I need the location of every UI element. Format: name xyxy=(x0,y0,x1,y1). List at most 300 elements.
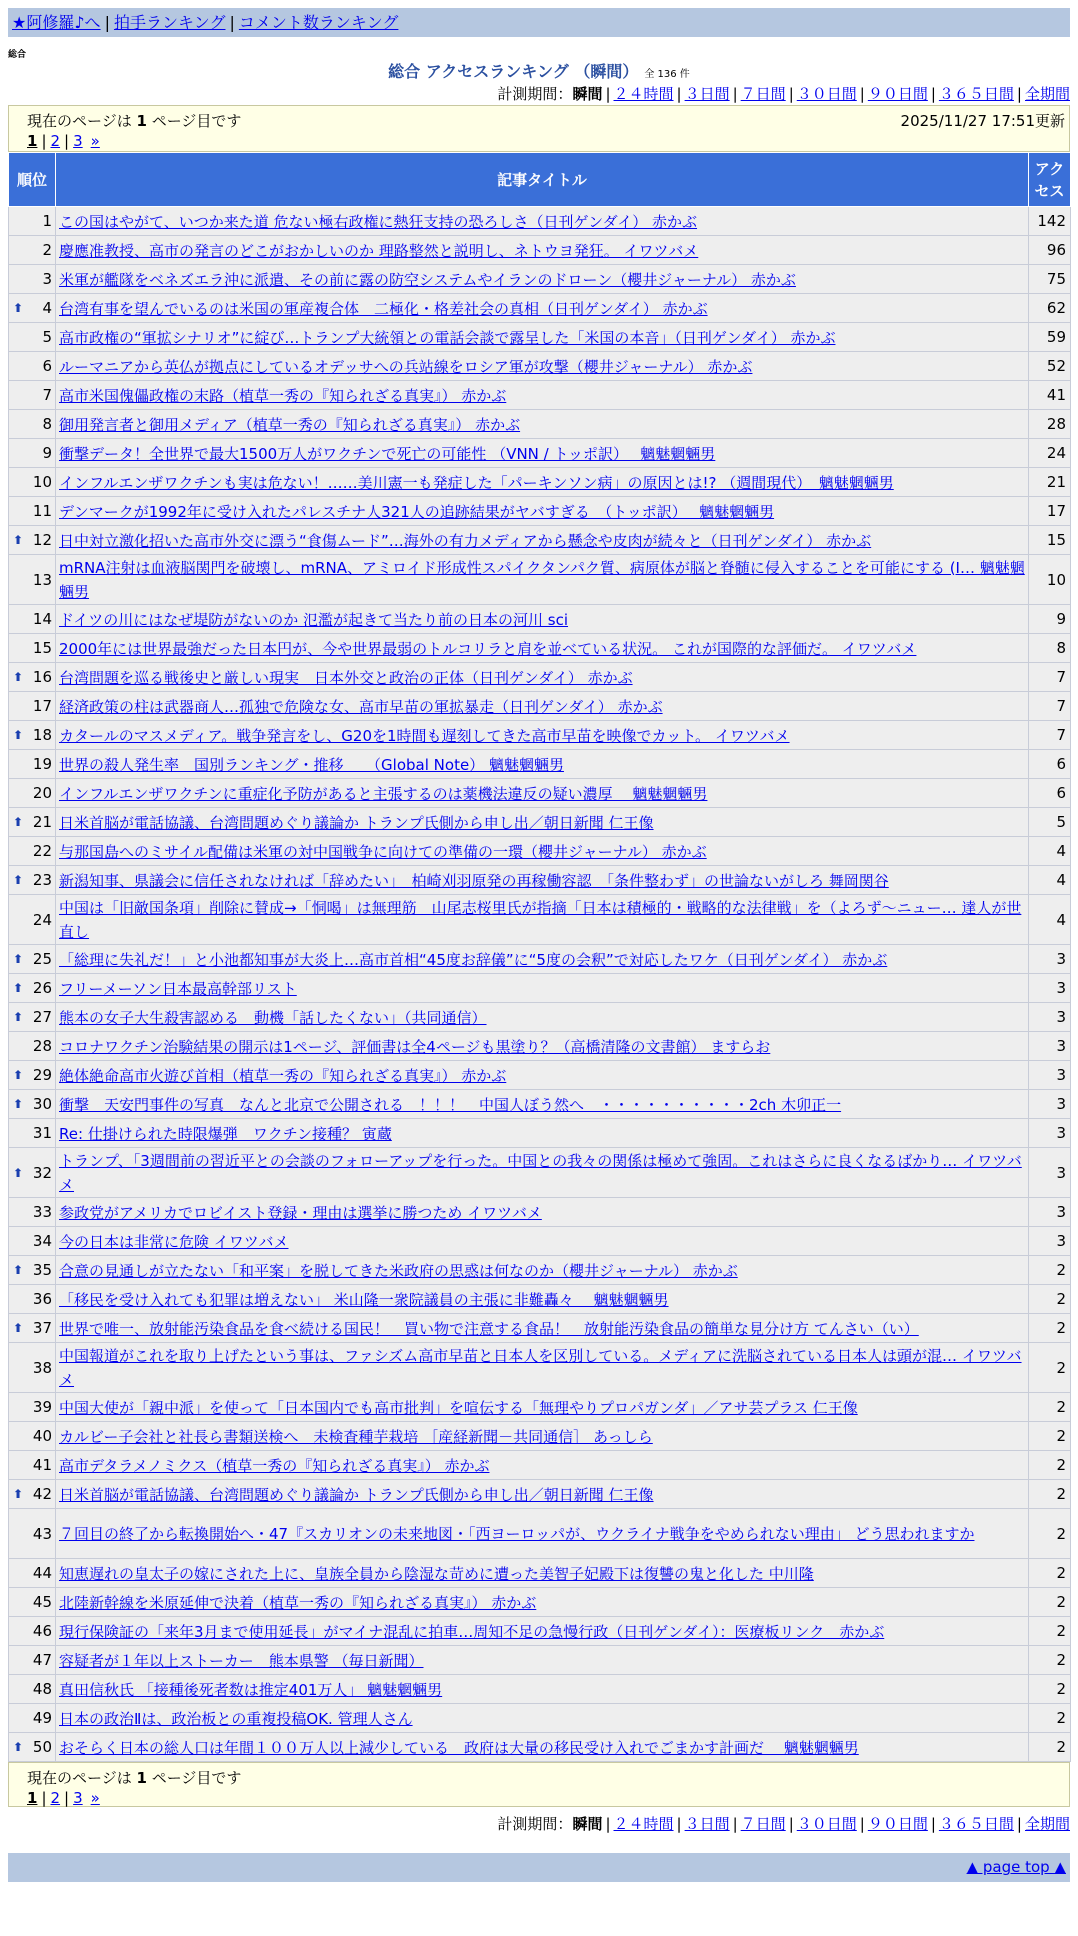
period-separator: | xyxy=(605,1815,611,1833)
access-count: 7 xyxy=(1029,663,1071,692)
title-cell xyxy=(56,866,1029,895)
article-link[interactable]: 台湾問題を巡る戦後史と厳しい現実 日本外交と政治の正体（日刊ゲンダイ） 赤かぶ xyxy=(59,668,633,687)
access-count: 142 xyxy=(1029,207,1071,236)
rank-cell xyxy=(9,1343,56,1393)
table-row xyxy=(9,381,1071,410)
rank-cell xyxy=(9,265,56,294)
table-row xyxy=(9,1451,1071,1480)
access-count: 4 xyxy=(1029,866,1071,895)
table-row xyxy=(9,1314,1071,1343)
up-arrow-icon: ⬆ xyxy=(13,1068,24,1082)
current-page-post: ページ目です xyxy=(146,112,242,130)
rank-number: 46 xyxy=(32,1622,52,1640)
rank-cell xyxy=(9,808,56,837)
rank-cell xyxy=(9,1704,56,1733)
title-cell xyxy=(56,1393,1029,1422)
access-count: 2 xyxy=(1029,1343,1071,1393)
article-link[interactable]: 米軍が艦隊をベネズエラ沖に派遣、その前に露の防空システムやイランのドローン（櫻井ジャーナル） 赤かぶ xyxy=(59,270,796,289)
rank-number: 38 xyxy=(32,1358,52,1377)
table-row xyxy=(9,837,1071,866)
rank-cell xyxy=(9,895,56,945)
title-cell xyxy=(56,236,1029,265)
rank-number: 6 xyxy=(42,357,52,375)
article-link[interactable]: 衝撃 天安門事件の写真 なんと北京で公開される ！！！ 中国人ぼう然へ ・・・・・・・・・・2ch 木卯正一 xyxy=(59,1095,842,1114)
table-row xyxy=(9,779,1071,808)
rank-number: 31 xyxy=(32,1124,52,1142)
period-link[interactable]: ３０日間 xyxy=(796,85,857,103)
rank-cell xyxy=(9,1480,56,1509)
home-link[interactable]: ★阿修羅♪へ xyxy=(12,13,101,32)
access-count: 2 xyxy=(1029,1704,1071,1733)
access-count: 7 xyxy=(1029,692,1071,721)
ranking-title: 総合 アクセスランキング （瞬間） xyxy=(388,62,639,81)
access-count: 41 xyxy=(1029,381,1071,410)
table-row xyxy=(9,1003,1071,1032)
table-row xyxy=(9,1148,1071,1198)
access-count: 62 xyxy=(1029,294,1071,323)
access-count: 2 xyxy=(1029,1675,1071,1704)
table-row xyxy=(9,1733,1071,1762)
table-row xyxy=(9,750,1071,779)
period-current: 瞬間 xyxy=(572,1815,603,1833)
article-link[interactable]: 容疑者が１年以上ストーカー 熊本県警 （毎日新聞） xyxy=(59,1651,424,1670)
page-current: 1 xyxy=(27,132,38,150)
access-count: 7 xyxy=(1029,721,1071,750)
rank-number: 8 xyxy=(42,415,52,433)
rank-number: 29 xyxy=(32,1066,52,1084)
rank-number: 43 xyxy=(32,1524,52,1543)
access-count: 75 xyxy=(1029,265,1071,294)
article-link[interactable]: 日中対立激化招いた高市外交に漂う“食傷ムード”…海外の有力メディアから懸念や皮肉が続々と（日刊ゲンダイ） 赤かぶ xyxy=(59,531,872,550)
period-link[interactable]: ３６５日間 xyxy=(938,85,1014,103)
article-link[interactable]: 与那国島へのミサイル配備は米軍の対中国戦争に向けての準備の一環（櫻井ジャーナル） 赤かぶ xyxy=(59,842,707,861)
rank-number: 28 xyxy=(32,1037,52,1055)
period-link[interactable]: ９０日間 xyxy=(867,1815,928,1833)
table-row xyxy=(9,663,1071,692)
title-cell xyxy=(56,1646,1029,1675)
period-link[interactable]: ３６５日間 xyxy=(938,1815,1014,1833)
rank-number: 42 xyxy=(32,1485,52,1503)
up-arrow-icon: ⬆ xyxy=(13,1321,24,1335)
rank-cell xyxy=(9,1227,56,1256)
period-link[interactable]: ３日間 xyxy=(684,85,730,103)
article-link[interactable]: 世界の殺人発生率 国別ランキング・推移 （Global Note） 魑魅魍魎男 xyxy=(59,755,564,774)
title-cell xyxy=(56,945,1029,974)
rank-number: 47 xyxy=(32,1651,52,1669)
access-count: 8 xyxy=(1029,634,1071,663)
page-links xyxy=(27,132,100,150)
table-row xyxy=(9,1198,1071,1227)
access-column-header: アクセス xyxy=(1029,153,1071,207)
article-link[interactable]: 参政党がアメリカでロビイスト登録・理由は選挙に勝つため イワツバメ xyxy=(59,1203,542,1222)
up-arrow-icon: ⬆ xyxy=(13,301,24,315)
access-count: 3 xyxy=(1029,1198,1071,1227)
rank-number: 16 xyxy=(32,668,52,686)
rank-number: 21 xyxy=(32,813,52,831)
title-cell xyxy=(56,381,1029,410)
rank-cell xyxy=(9,1285,56,1314)
rank-cell xyxy=(9,381,56,410)
period-separator: | xyxy=(1016,1815,1022,1833)
rank-column-header: 順位 xyxy=(9,153,56,207)
article-link[interactable]: 高市デタラメノミクス（植草一秀の『知られざる真実』） 赤かぶ xyxy=(59,1456,490,1475)
article-link[interactable]: 経済政策の柱は武器商人…孤独で危険な女、高市早苗の軍拡暴走（日刊ゲンダイ） 赤かぶ xyxy=(59,697,663,716)
title-cell xyxy=(56,1343,1029,1393)
article-link[interactable]: 知恵遅れの皇太子の嫁にされた上に、皇族全員から陰湿な苛めに遭った美智子妃殿下は復讐の鬼と化した 中川隆 xyxy=(59,1564,814,1583)
period-separator: | xyxy=(732,1815,738,1833)
article-link[interactable]: ７回目の終了から転換開始へ・47『スカリオンの未来地図・「西ヨーロッパが、ウクライナ戦争をやめられない理由」 どう思われますか xyxy=(59,1524,975,1543)
title-cell xyxy=(56,634,1029,663)
access-count: 17 xyxy=(1029,497,1071,526)
access-count: 28 xyxy=(1029,410,1071,439)
rank-number: 5 xyxy=(42,328,52,346)
access-count: 3 xyxy=(1029,1061,1071,1090)
table-row xyxy=(9,1704,1071,1733)
period-label: 計測期間： xyxy=(497,85,573,103)
access-count: 10 xyxy=(1029,555,1071,605)
up-arrow-icon: ⬆ xyxy=(13,728,24,742)
rank-cell xyxy=(9,410,56,439)
article-link[interactable]: 台湾有事を望んでいるのは米国の軍産複合体 二極化・格差社会の真相（日刊ゲンダイ） 赤かぶ xyxy=(59,299,708,318)
article-link[interactable]: 高市政権の“軍拡シナリオ”に綻び…トランプ大統領との電話会談で露呈した「米国の本音」（日刊ゲンダイ） 赤かぶ xyxy=(59,328,836,347)
article-link[interactable]: 2000年には世界最強だった日本円が、今や世界最弱のトルコリラと肩を並べている状況。 これが国際的な評価だ。 イワツバメ xyxy=(59,639,917,658)
table-row xyxy=(9,1675,1071,1704)
next-page-link[interactable]: » xyxy=(90,1789,100,1807)
title-cell xyxy=(56,410,1029,439)
article-link[interactable]: 中国大使が「親中派」を使って「日本国内でも高市批判」を喧伝する「無理やりプロパガンダ」／アサ芸プラス 仁王像 xyxy=(59,1398,858,1417)
access-count: 24 xyxy=(1029,439,1071,468)
table-row xyxy=(9,1393,1071,1422)
rank-cell xyxy=(9,526,56,555)
title-cell xyxy=(56,779,1029,808)
title-cell xyxy=(56,605,1029,634)
article-link[interactable]: 中国は「旧敵国条項」削除に賛成→「恫喝」は無理筋 山尾志桜里氏が指摘「日本は積極的・戦略的な法律戦」を（よろず～ニュー… 達人が世直し xyxy=(59,898,1022,941)
article-link[interactable]: 今の日本は非常に危険 イワツバメ xyxy=(59,1232,289,1251)
access-count: 2 xyxy=(1029,1617,1071,1646)
rank-cell xyxy=(9,1314,56,1343)
table-row xyxy=(9,692,1071,721)
article-link[interactable]: 絶体絶命高市火遊び首相（植草一秀の『知られざる真実』） 赤かぶ xyxy=(59,1066,507,1085)
rank-number: 12 xyxy=(32,531,52,549)
rank-cell xyxy=(9,497,56,526)
article-link[interactable]: 高市米国傀儡政権の末路（植草一秀の『知られざる真実』） 赤かぶ xyxy=(59,386,507,405)
period-link[interactable]: 全期間 xyxy=(1024,1815,1070,1833)
article-link[interactable]: 「総理に失礼だ！」と小池都知事が大炎上…高市首相“45度お辞儀”に“5度の会釈”で対応したワケ（日刊ゲンダイ） 赤かぶ xyxy=(59,950,888,969)
title-cell xyxy=(56,1003,1029,1032)
period-link[interactable]: ２４時間 xyxy=(613,85,674,103)
article-link[interactable]: 日米首脳が電話協議、台湾問題めぐり議論か トランプ氏側から申し出／朝日新聞 仁王像 xyxy=(59,813,654,832)
title-cell xyxy=(56,352,1029,381)
table-row xyxy=(9,866,1071,895)
period-label: 計測期間： xyxy=(497,1815,573,1833)
table-row xyxy=(9,497,1071,526)
title-cell xyxy=(56,1617,1029,1646)
title-cell xyxy=(56,1509,1029,1559)
article-link[interactable]: ルーマニアから英仏が拠点にしているオデッサへの兵站線をロシア軍が攻撃（櫻井ジャーナル） 赤かぶ xyxy=(59,357,753,376)
rank-cell xyxy=(9,750,56,779)
rank-cell xyxy=(9,468,56,497)
rank-number: 20 xyxy=(32,784,52,802)
title-cell xyxy=(56,750,1029,779)
access-count: 4 xyxy=(1029,895,1071,945)
page-title xyxy=(8,61,1070,83)
updated-timestamp: 2025/11/27 17:51更新 xyxy=(900,112,1065,130)
title-cell xyxy=(56,974,1029,1003)
article-link[interactable]: インフルエンザワクチンに重症化予防があると主張するのは薬機法違反の疑い濃厚 魑魅魍魎男 xyxy=(59,784,708,803)
period-separator: | xyxy=(788,1815,794,1833)
table-row xyxy=(9,1646,1071,1675)
table-row xyxy=(9,895,1071,945)
table-row xyxy=(9,808,1071,837)
article-link[interactable]: 世界で唯一、放射能汚染食品を食べ続ける国民！ 買い物で注意する食品！ 放射能汚染食品の簡単な見分け方 てんさい（い） xyxy=(59,1319,919,1338)
page-separator: | xyxy=(41,1789,47,1807)
rank-cell xyxy=(9,1646,56,1675)
page-link[interactable]: 2 xyxy=(50,132,61,150)
access-count: 2 xyxy=(1029,1588,1071,1617)
access-count: 2 xyxy=(1029,1509,1071,1559)
rank-cell xyxy=(9,866,56,895)
rank-number: 10 xyxy=(32,473,52,491)
access-count: 3 xyxy=(1029,974,1071,1003)
rank-cell xyxy=(9,1119,56,1148)
up-arrow-icon: ⬆ xyxy=(13,1740,24,1754)
title-cell xyxy=(56,1061,1029,1090)
title-cell xyxy=(56,1227,1029,1256)
table-row xyxy=(9,294,1071,323)
rank-cell xyxy=(9,1003,56,1032)
access-count: 5 xyxy=(1029,808,1071,837)
rank-number: 7 xyxy=(42,386,52,404)
table-row xyxy=(9,1617,1071,1646)
title-column-header: 記事タイトル xyxy=(56,153,1029,207)
period-link[interactable]: ３日間 xyxy=(684,1815,730,1833)
access-count: 2 xyxy=(1029,1480,1071,1509)
page-separator: | xyxy=(64,1789,70,1807)
period-link[interactable]: ９０日間 xyxy=(867,85,928,103)
access-count: 3 xyxy=(1029,1119,1071,1148)
article-link[interactable]: デンマークが1992年に受け入れたパレスチナ人321人の追跡結果がヤバすぎる （トッポ訳） 魑魅魍魎男 xyxy=(59,502,775,521)
article-link[interactable]: 日本の政治Ⅱは、政治板との重複投稿OK. 管理人さん xyxy=(59,1709,413,1728)
up-arrow-icon: ⬆ xyxy=(13,1010,24,1024)
rank-number: 39 xyxy=(32,1398,52,1416)
access-count: 59 xyxy=(1029,323,1071,352)
article-link[interactable]: 新潟知事、県議会に信任されなければ「辞めたい」 柏崎刈羽原発の再稼働容認 「条件整わず」の世論ないがしろ 舞岡関谷 xyxy=(59,871,889,890)
rank-number: 44 xyxy=(32,1564,52,1582)
title-cell xyxy=(56,1032,1029,1061)
page-separator: | xyxy=(41,132,47,150)
title-cell xyxy=(56,294,1029,323)
up-arrow-icon: ⬆ xyxy=(13,1487,24,1501)
article-link[interactable]: mRNA注射は血液脳関門を破壊し、mRNA、アミロイド形成性スパイクタンパク質、病原体が脳と脊髄に侵入することを可能にする (I… 魑魅魍魎男 xyxy=(59,558,1025,601)
up-arrow-icon: ⬆ xyxy=(13,533,24,547)
table-row xyxy=(9,468,1071,497)
title-cell xyxy=(56,1256,1029,1285)
table-row xyxy=(9,1032,1071,1061)
rank-number: 23 xyxy=(32,871,52,889)
rank-number: 24 xyxy=(32,910,52,929)
article-link[interactable]: 御用発言者と御用メディア（植草一秀の『知られざる真実』） 赤かぶ xyxy=(59,415,521,434)
period-link[interactable]: ２４時間 xyxy=(613,1815,674,1833)
title-cell xyxy=(56,808,1029,837)
period-link[interactable]: ７日間 xyxy=(740,1815,786,1833)
period-selector-top xyxy=(8,83,1070,105)
access-count: 2 xyxy=(1029,1451,1071,1480)
rank-number: 13 xyxy=(32,570,52,589)
rank-number: 15 xyxy=(32,639,52,657)
access-count: 2 xyxy=(1029,1314,1071,1343)
period-separator: | xyxy=(859,1815,865,1833)
article-link[interactable]: 熊本の女子大生殺害認める 動機「話したくない」（共同通信） xyxy=(59,1008,487,1027)
access-count: 3 xyxy=(1029,1148,1071,1198)
article-link[interactable]: インフルエンザワクチンも実は危ない！……美川憲一も発症した「パーキンソン病」の原因とは!? （週間現代） 魑魅魍魎男 xyxy=(59,473,894,492)
rank-number: 30 xyxy=(32,1095,52,1113)
page-link[interactable]: 2 xyxy=(50,1789,61,1807)
next-page-link[interactable]: » xyxy=(90,132,100,150)
article-link[interactable]: フリーメーソン日本最高幹部リスト xyxy=(59,979,297,998)
rank-number: 36 xyxy=(32,1290,52,1308)
article-link[interactable]: 合意の見通しが立たない「和平案」を脱してきた米政府の思惑は何なのか（櫻井ジャーナル） 赤かぶ xyxy=(59,1261,738,1280)
title-cell xyxy=(56,1422,1029,1451)
period-link[interactable]: ７日間 xyxy=(740,85,786,103)
table-row xyxy=(9,526,1071,555)
applause-ranking-link[interactable]: 拍手ランキング xyxy=(113,13,226,32)
table-row xyxy=(9,323,1071,352)
article-link[interactable]: 衝撃データ！全世界で最大1500万人がワクチンで死亡の可能性 （VNN / トッポ訳） 魑魅魍魎男 xyxy=(59,444,716,463)
rank-cell xyxy=(9,605,56,634)
table-row xyxy=(9,1343,1071,1393)
rank-cell xyxy=(9,1617,56,1646)
rank-number: 17 xyxy=(32,697,52,715)
current-page-text xyxy=(27,110,241,131)
rank-number: 1 xyxy=(42,212,52,230)
title-cell xyxy=(56,497,1029,526)
table-header-row xyxy=(9,153,1071,207)
title-cell xyxy=(56,1314,1029,1343)
table-row xyxy=(9,1256,1071,1285)
current-page-post: ページ目です xyxy=(146,1769,242,1787)
rank-number: 40 xyxy=(32,1427,52,1445)
table-row xyxy=(9,1559,1071,1588)
article-link[interactable]: 中国報道がこれを取り上げたという事は、ファシズム高市早苗と日本人を区別している。メディアに洗脳されている日本人は頭が混… イワツバメ xyxy=(59,1346,1022,1389)
rank-cell xyxy=(9,1422,56,1451)
access-count: 2 xyxy=(1029,1733,1071,1762)
up-arrow-icon: ⬆ xyxy=(13,952,24,966)
access-count: 2 xyxy=(1029,1256,1071,1285)
period-link[interactable]: ３０日間 xyxy=(796,1815,857,1833)
article-link[interactable]: 「移民を受け入れても犯罪は増えない」 米山隆一衆院議員の主張に非難轟々 魑魅魍魎男 xyxy=(59,1290,669,1309)
access-count: 96 xyxy=(1029,236,1071,265)
period-separator: | xyxy=(788,85,794,103)
page-link[interactable]: 3 xyxy=(73,132,83,150)
title-cell xyxy=(56,1148,1029,1198)
article-link[interactable]: ドイツの川にはなぜ堤防がないのか 氾濫が起きて当たり前の日本の河川 sci xyxy=(59,610,569,629)
rank-cell xyxy=(9,1090,56,1119)
rank-number: 50 xyxy=(32,1738,52,1756)
title-cell xyxy=(56,555,1029,605)
access-count: 3 xyxy=(1029,1090,1071,1119)
article-link[interactable]: 北陸新幹線を米原延伸で決着（植草一秀の『知られざる真実』） 赤かぶ xyxy=(59,1593,537,1612)
article-link[interactable]: 真田信秋氏 「接種後死者数は推定401万人」 魑魅魍魎男 xyxy=(59,1680,443,1699)
rank-number: 37 xyxy=(32,1319,52,1337)
title-cell xyxy=(56,1198,1029,1227)
article-link[interactable]: この国はやがて、いつか来た道 危ない極右政権に熱狂支持の恐ろしさ（日刊ゲンダイ） 赤かぶ xyxy=(59,212,698,231)
access-count: 2 xyxy=(1029,1393,1071,1422)
period-separator: | xyxy=(676,85,682,103)
table-row xyxy=(9,634,1071,663)
page-top-link[interactable]: ▲ page top ▲ xyxy=(966,1858,1066,1876)
rank-number: 22 xyxy=(32,842,52,860)
access-count: 2 xyxy=(1029,1559,1071,1588)
rank-cell xyxy=(9,1032,56,1061)
rank-cell xyxy=(9,1451,56,1480)
title-cell xyxy=(56,1480,1029,1509)
page-separator: | xyxy=(64,132,70,150)
up-arrow-icon: ⬆ xyxy=(13,670,24,684)
rank-cell xyxy=(9,555,56,605)
ranking-table xyxy=(8,152,1071,1762)
article-link[interactable]: カルビー子会社と社長ら書類送検へ 未検査種芋栽培 ［産経新聞－共同通信］ あっしら xyxy=(59,1427,653,1446)
article-link[interactable]: 慶應准教授、高市の発言のどこがおかしいのか 理路整然と説明し、ネトウヨ発狂。 イワツバメ xyxy=(59,241,699,260)
title-cell xyxy=(56,692,1029,721)
article-link[interactable]: カタールのマスメディア。戦争発言をし、G20を1時間も遅刻してきた高市早苗を映像でカット。 イワツバメ xyxy=(59,726,790,745)
table-row xyxy=(9,265,1071,294)
access-count: 4 xyxy=(1029,837,1071,866)
article-link[interactable]: トランプ、「3週間前の習近平との会談のフォローアップを行った。中国との我々の関係は極めて強固。これはさらに良くなるばかり… イワツバメ xyxy=(59,1151,1022,1194)
rank-cell xyxy=(9,663,56,692)
title-cell xyxy=(56,1588,1029,1617)
article-link[interactable]: 日米首脳が電話協議、台湾問題めぐり議論か トランプ氏側から申し出／朝日新聞 仁王像 xyxy=(59,1485,654,1504)
rank-cell xyxy=(9,721,56,750)
article-link[interactable]: コロナワクチン治験結果の開示は1ページ、評価書は全4ページも黒塗り？（高橋清隆の文書館） ますらお xyxy=(59,1037,771,1056)
rank-cell xyxy=(9,837,56,866)
access-count: 52 xyxy=(1029,352,1071,381)
period-separator: | xyxy=(732,85,738,103)
table-row xyxy=(9,945,1071,974)
rank-number: 18 xyxy=(32,726,52,744)
rank-number: 19 xyxy=(32,755,52,773)
rank-number: 45 xyxy=(32,1593,52,1611)
rank-number: 4 xyxy=(42,299,52,317)
table-row xyxy=(9,1509,1071,1559)
comment-ranking-link[interactable]: コメント数ランキング xyxy=(238,13,399,32)
table-row xyxy=(9,1480,1071,1509)
title-cell xyxy=(56,837,1029,866)
rank-cell xyxy=(9,323,56,352)
article-link[interactable]: 現行保険証の「来年3月まで使用延長」がマイナ混乱に拍車…周知不足の急慢行政（日刊ゲンダイ）：医療板リンク 赤かぶ xyxy=(59,1622,885,1641)
current-page-pre: 現在のページは xyxy=(27,112,137,130)
rank-number: 35 xyxy=(32,1261,52,1279)
current-page-number: 1 xyxy=(136,112,147,130)
article-link[interactable]: おそらく日本の総人口は年間１００万人以上減少している 政府は大量の移民受け入れでごまかす計画だ 魑魅魍魎男 xyxy=(59,1738,859,1757)
page-link[interactable]: 3 xyxy=(73,1789,83,1807)
rank-cell xyxy=(9,692,56,721)
rank-number: 32 xyxy=(32,1163,52,1182)
rank-cell xyxy=(9,352,56,381)
period-separator: | xyxy=(605,85,611,103)
period-separator: | xyxy=(676,1815,682,1833)
nav-separator: | xyxy=(104,13,110,32)
rank-number: 26 xyxy=(32,979,52,997)
title-cell xyxy=(56,468,1029,497)
rank-cell xyxy=(9,439,56,468)
period-link[interactable]: 全期間 xyxy=(1024,85,1070,103)
up-arrow-icon: ⬆ xyxy=(13,1097,24,1111)
table-row xyxy=(9,1588,1071,1617)
rank-cell xyxy=(9,1559,56,1588)
access-count: 3 xyxy=(1029,1003,1071,1032)
article-link[interactable]: Re: 仕掛けられた時限爆弾 ワクチン接種？ 寅蔵 xyxy=(59,1124,392,1143)
title-cell xyxy=(56,1704,1029,1733)
